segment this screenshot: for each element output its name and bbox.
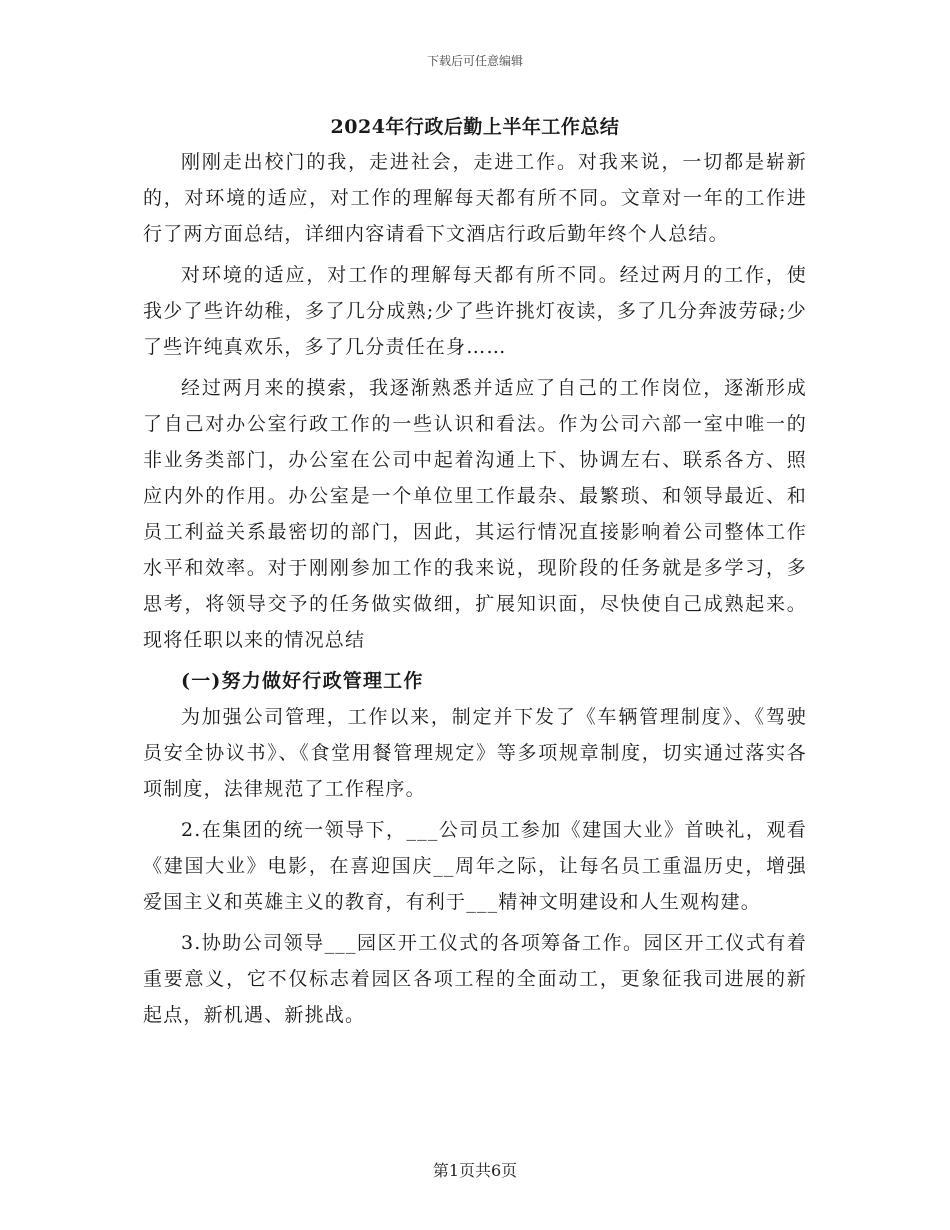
page-number-indicator: 第1页共6页 xyxy=(432,1161,518,1180)
paragraph-intro: 刚刚走出校门的我，走进社会，走进工作。对我来说，一切都是崭新的，对环境的适应，对工作的理解每天都有所不同。文章对一年的工作进行了两方面总结，详细内容请看下文酒店行政后勤年终个人总结。 xyxy=(143,151,807,245)
page-header-note: 下载后可任意编辑 xyxy=(426,54,523,68)
document-title: 2024年行政后勤上半年工作总结 xyxy=(330,116,620,138)
section-heading-admin-work: (一)努力做好行政管理工作 xyxy=(181,670,424,692)
paragraph-role-summary: 经过两月来的摸索，我逐渐熟悉并适应了自己的工作岗位，逐渐形成了自己对办公室行政工作的一些认识和看法。作为公司六部一室中唯一的非业务类部门，办公室在公司中起着沟通上下、协调左右、联系各方、照应内外的作用。办公室是一个单位里工作最杂、最繁琐、和领导最近、和员工利益关系最密切的部门，因此，其运行情况直接影响着公司整体工作水平和效率。对于刚刚参加工作的我来说，现阶段的任务就是多学习，多思考，将领导交予的任务做实做细，扩展知识面，尽快使自己成熟起来。现将任职以来的情况总结 xyxy=(143,377,807,651)
document-body xyxy=(143,110,807,1033)
paragraph-item-3: 3.协助公司领导___园区开工仪式的各项筹备工作。园区开工仪式有着重要意义，它不仅标志着园区各项工程的全面动工，更象征我司进展的新起点，新机遇、新挑战。 xyxy=(143,932,807,1026)
paragraph-item-2: 2.在集团的统一领导下，___公司员工参加《建国大业》首映礼，观看《建国大业》电影，在喜迎国庆__周年之际，让每名员工重温历史，增强爱国主义和英雄主义的教育，有利于___精神文明建设和人生观构建。 xyxy=(143,819,807,913)
paragraph-adaptation: 对环境的适应，对工作的理解每天都有所不同。经过两月的工作，使我少了些许幼稚，多了几分成熟;少了些许挑灯夜读，多了几分奔波劳碌;少了些许纯真欢乐，多了几分责任在身…… xyxy=(143,264,807,358)
paragraph-regulations: 为加强公司管理，工作以来，制定并下发了《车辆管理制度》、《驾驶员安全协议书》、《食堂用餐管理规定》等多项规章制度，切实通过落实各项制度，法律规范了工作程序。 xyxy=(143,706,807,800)
